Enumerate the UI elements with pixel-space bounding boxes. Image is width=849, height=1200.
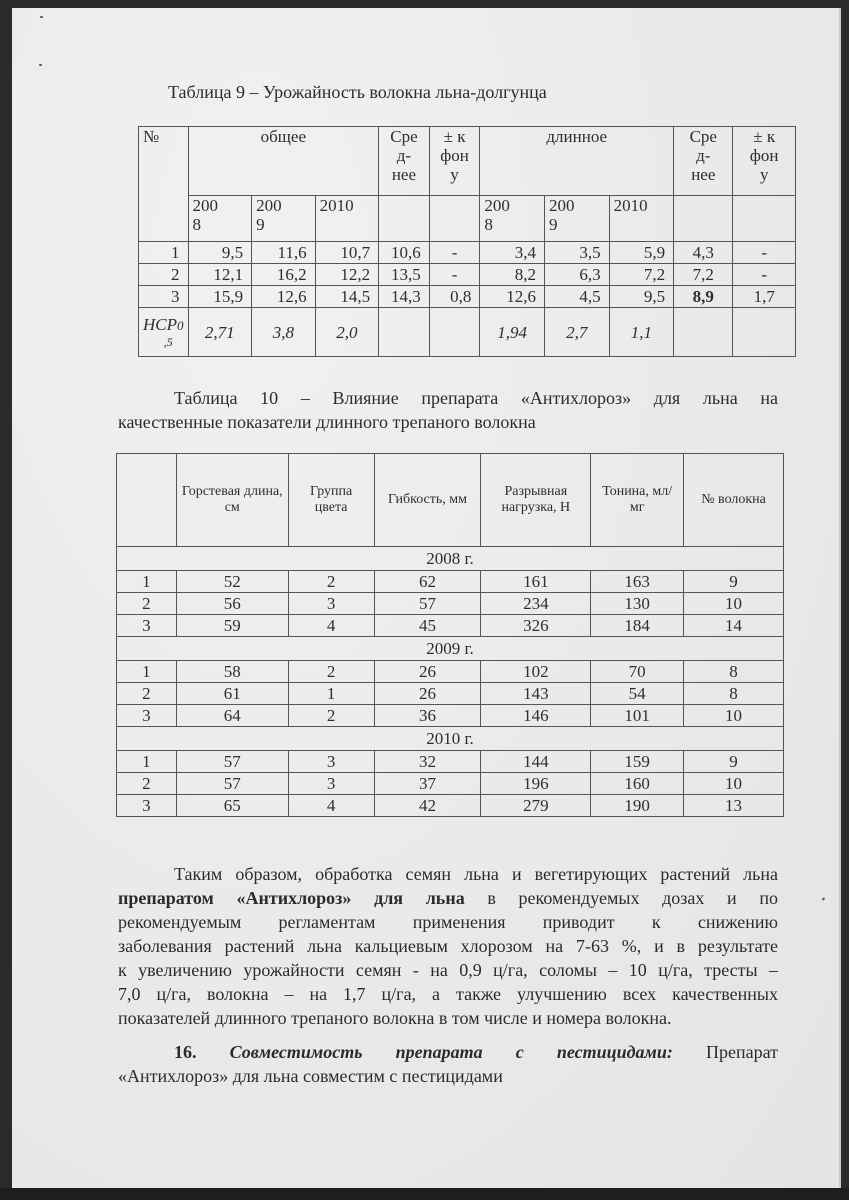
empty-cell: [674, 196, 733, 242]
table9-fiber-yield: [138, 126, 796, 357]
table-cell: 184: [591, 615, 684, 637]
table-cell: 3: [288, 593, 374, 615]
cell-total-avg: 13,5: [379, 264, 430, 286]
section-number: 16.: [174, 1042, 197, 1062]
table-cell: 1: [288, 683, 374, 705]
text-line: к увеличению урожайности семян - на 0,9 ц/га, соломы – 10 ц/га, тресты –: [118, 960, 778, 980]
table-cell: 163: [591, 571, 684, 593]
cell-total-2008: 9,5: [188, 242, 252, 264]
header-avg-part: Сре: [689, 127, 717, 146]
row-num: 2: [139, 264, 189, 286]
table-row: [139, 286, 796, 308]
scan-speck: [39, 64, 42, 66]
table9-hcp-row: [139, 308, 796, 357]
year-part: 8: [192, 215, 202, 234]
table-row: [139, 242, 796, 264]
table-cell: 3: [288, 773, 374, 795]
table-cell: 2: [288, 705, 374, 727]
table-cell: 45: [374, 615, 481, 637]
table-cell: 4: [288, 615, 374, 637]
table-row: [117, 773, 784, 795]
year-part: 2010: [319, 196, 354, 215]
header-color-group: Группа цвета: [288, 454, 374, 547]
section-heading: Совместимость препарата с пестицидами:: [229, 1042, 673, 1062]
table-cell: 58: [176, 661, 288, 683]
header-avg-part: Сре: [390, 127, 418, 146]
empty-cell: [733, 308, 796, 357]
header-diff-part: ± к: [753, 127, 776, 146]
table-cell: 2: [117, 683, 177, 705]
table-cell: 101: [591, 705, 684, 727]
table10-title-line2: качественные показатели длинного трепаного волокна: [118, 412, 536, 432]
table-cell: 130: [591, 593, 684, 615]
table-cell: 143: [481, 683, 591, 705]
table-cell: 160: [591, 773, 684, 795]
table-cell: 37: [374, 773, 481, 795]
cell-long-2010: 5,9: [609, 242, 674, 264]
table-cell: 3: [117, 705, 177, 727]
cell-long-diff: -: [733, 264, 796, 286]
cell-long-2009: 3,5: [544, 242, 609, 264]
scan-speck: [822, 897, 826, 900]
year-part: 8: [484, 215, 493, 234]
cell-total-2010: 12,2: [315, 264, 379, 286]
cell-long-diff: 1,7: [733, 286, 796, 308]
table9-header-row: [139, 127, 796, 196]
cell-total-diff: -: [429, 264, 480, 286]
text-line: Таким образом, обработка семян льна и вегетирующих растений льна: [174, 864, 778, 884]
cell-long-avg: 4,3: [674, 242, 733, 264]
table-cell: 65: [176, 795, 288, 817]
table-cell: 159: [591, 751, 684, 773]
year-group-row: [117, 637, 784, 661]
header-fiber-number: № волокна: [684, 454, 784, 547]
year-group-row: [117, 727, 784, 751]
table-row: [117, 705, 784, 727]
table-cell: 4: [288, 795, 374, 817]
table-cell: 190: [591, 795, 684, 817]
text-line: рекомендуемым регламентам применения приводит к снижению: [118, 912, 778, 932]
table-row: [117, 795, 784, 817]
header-diff-part: ± к: [443, 127, 466, 146]
scan-bottom-edge: [0, 1188, 849, 1200]
year-2008: [480, 196, 545, 242]
hcp-total-2010: 2,0: [315, 308, 379, 357]
cell-long-avg: 8,9: [674, 286, 733, 308]
header-avg-part: нее: [391, 165, 417, 184]
cell-total-2009: 16,2: [252, 264, 316, 286]
cell-total-diff: -: [429, 242, 480, 264]
hcp-total-2009: 3,8: [252, 308, 316, 357]
header-num: [117, 454, 177, 547]
cell-total-2009: 12,6: [252, 286, 316, 308]
table-cell: 10: [684, 705, 784, 727]
hcp-total-2008: 2,71: [188, 308, 252, 357]
table-row: [117, 571, 784, 593]
text-fragment: Препарат: [672, 1042, 779, 1062]
table-cell: 26: [374, 661, 481, 683]
table-row: [139, 264, 796, 286]
table-cell: 144: [481, 751, 591, 773]
year-part: 200: [192, 196, 219, 215]
table10-title: [118, 386, 778, 434]
table-cell: 102: [481, 661, 591, 683]
header-diff-part: у: [759, 165, 769, 184]
table-cell: 1: [117, 751, 177, 773]
text-line: «Антихлороз» для льна совместим с пестицидами: [118, 1066, 503, 1086]
table-cell: 42: [374, 795, 481, 817]
year-2010: [315, 196, 379, 242]
header-long: длинное: [480, 127, 674, 196]
table-cell: 56: [176, 593, 288, 615]
table-cell: 36: [374, 705, 481, 727]
hcp-label-sub: ,5: [163, 335, 173, 349]
header-flexibility: Гибкость, мм: [374, 454, 481, 547]
table-cell: 10: [684, 773, 784, 795]
table-cell: 62: [374, 571, 481, 593]
header-avg-part: д-: [696, 146, 711, 165]
table-cell: 57: [176, 773, 288, 795]
cell-long-diff: -: [733, 242, 796, 264]
year-part: 200: [484, 196, 510, 215]
table-cell: 1: [117, 571, 177, 593]
header-num: №: [139, 127, 189, 242]
hcp-long-2010: 1,1: [609, 308, 674, 357]
table-cell: 9: [684, 751, 784, 773]
text-line: [118, 886, 778, 910]
header-total: общее: [188, 127, 379, 196]
year-part: 200: [256, 196, 282, 215]
cell-total-avg: 14,3: [379, 286, 430, 308]
header-long-diff: [733, 127, 796, 196]
table-cell: 3: [288, 751, 374, 773]
empty-cell: [733, 196, 796, 242]
table-cell: 9: [684, 571, 784, 593]
table10-body: [117, 547, 784, 817]
table-cell: 279: [481, 795, 591, 817]
table-cell: 13: [684, 795, 784, 817]
header-diff-part: фон: [440, 146, 469, 165]
cell-long-2010: 9,5: [609, 286, 674, 308]
text-line: 7,0 ц/га, волокна – на 1,7 ц/га, а также улучшению всех качественных: [118, 984, 778, 1004]
table-cell: 161: [481, 571, 591, 593]
hcp-label: [139, 308, 189, 357]
header-long-avg: [674, 127, 733, 196]
year-2010: [609, 196, 674, 242]
table-cell: 61: [176, 683, 288, 705]
hcp-label-sub: 0: [177, 318, 184, 333]
table-cell: 57: [374, 593, 481, 615]
header-avg-part: нее: [691, 165, 716, 184]
header-fineness: Тонина, мл/мг: [591, 454, 684, 547]
header-total-avg: [379, 127, 430, 196]
hcp-long-2008: 1,94: [480, 308, 545, 357]
table-cell: 57: [176, 751, 288, 773]
table-cell: 2: [288, 661, 374, 683]
header-diff-part: фон: [749, 146, 779, 165]
header-breaking-load: Разрывная нагрузка, Н: [481, 454, 591, 547]
empty-cell: [379, 196, 430, 242]
text-line: [118, 1040, 778, 1064]
table-row: [117, 615, 784, 637]
table10-fiber-quality: [116, 453, 784, 817]
empty-cell: [379, 308, 430, 357]
table-cell: 59: [176, 615, 288, 637]
empty-cell: [429, 196, 480, 242]
year-part: 9: [256, 215, 265, 234]
year-part: 9: [548, 215, 558, 234]
table10-header-row: [117, 454, 784, 547]
header-diff-part: у: [450, 165, 459, 184]
table9-year-row: [139, 196, 796, 242]
header-total-diff: [429, 127, 480, 196]
table10-title-line1: Таблица 10 – Влияние препарата «Антихлороз» для льна на: [174, 388, 778, 408]
cell-total-diff: 0,8: [429, 286, 480, 308]
cell-total-avg: 10,6: [379, 242, 430, 264]
table-cell: 26: [374, 683, 481, 705]
cell-total-2010: 10,7: [315, 242, 379, 264]
table-cell: 326: [481, 615, 591, 637]
table-cell: 8: [684, 661, 784, 683]
year-part: 2010: [613, 196, 648, 215]
table-cell: 64: [176, 705, 288, 727]
year-2008: [188, 196, 252, 242]
year-label: 2008 г.: [117, 547, 784, 571]
year-label: 2010 г.: [117, 727, 784, 751]
table-cell: 1: [117, 661, 177, 683]
bold-phrase: препаратом «Антихлороз» для льна: [118, 888, 465, 908]
year-2009: [544, 196, 609, 242]
hcp-long-2009: 2,7: [544, 308, 609, 357]
table-row: [117, 683, 784, 705]
cell-long-2008: 3,4: [480, 242, 545, 264]
table-cell: 32: [374, 751, 481, 773]
table-cell: 234: [481, 593, 591, 615]
table-cell: 146: [481, 705, 591, 727]
cell-long-2010: 7,2: [609, 264, 674, 286]
cell-total-2010: 14,5: [315, 286, 379, 308]
empty-cell: [674, 308, 733, 357]
cell-long-2008: 8,2: [480, 264, 545, 286]
table-cell: 196: [481, 773, 591, 795]
table-row: [117, 661, 784, 683]
table-cell: 70: [591, 661, 684, 683]
section-16-compatibility: [118, 1040, 778, 1088]
cell-long-avg: 7,2: [674, 264, 733, 286]
table9-title: Таблица 9 – Урожайность волокна льна-долгунца: [168, 82, 547, 102]
year-2009: [252, 196, 316, 242]
table-cell: 3: [117, 795, 177, 817]
table-row: [117, 751, 784, 773]
table-cell: 3: [117, 615, 177, 637]
table-cell: 14: [684, 615, 784, 637]
table-cell: 10: [684, 593, 784, 615]
conclusion-paragraph: [118, 862, 778, 1030]
row-num: 3: [139, 286, 189, 308]
table-row: [117, 593, 784, 615]
cell-long-2008: 12,6: [480, 286, 545, 308]
year-label: 2009 г.: [117, 637, 784, 661]
text-line: заболевания растений льна кальциевым хлорозом на 7-63 %, и в результате: [118, 936, 778, 956]
cell-total-2009: 11,6: [252, 242, 316, 264]
cell-long-2009: 6,3: [544, 264, 609, 286]
empty-cell: [429, 308, 480, 357]
year-group-row: [117, 547, 784, 571]
cell-total-2008: 15,9: [188, 286, 252, 308]
table-cell: 2: [117, 773, 177, 795]
text-line: показателей длинного трепаного волокна в том числе и номера волокна.: [118, 1008, 672, 1028]
table-cell: 2: [117, 593, 177, 615]
table-cell: 2: [288, 571, 374, 593]
cell-total-2008: 12,1: [188, 264, 252, 286]
table-cell: 52: [176, 571, 288, 593]
year-part: 200: [548, 196, 575, 215]
table-cell: 8: [684, 683, 784, 705]
text-fragment: в рекомендуемых дозах и по: [464, 888, 778, 908]
row-num: 1: [139, 242, 189, 264]
hcp-label-main: НСР: [143, 315, 178, 334]
header-avg-part: д-: [396, 146, 412, 165]
table-cell: 54: [591, 683, 684, 705]
header-length: Горстевая длина, см: [176, 454, 288, 547]
scan-speck: [40, 16, 43, 18]
cell-long-2009: 4,5: [544, 286, 609, 308]
